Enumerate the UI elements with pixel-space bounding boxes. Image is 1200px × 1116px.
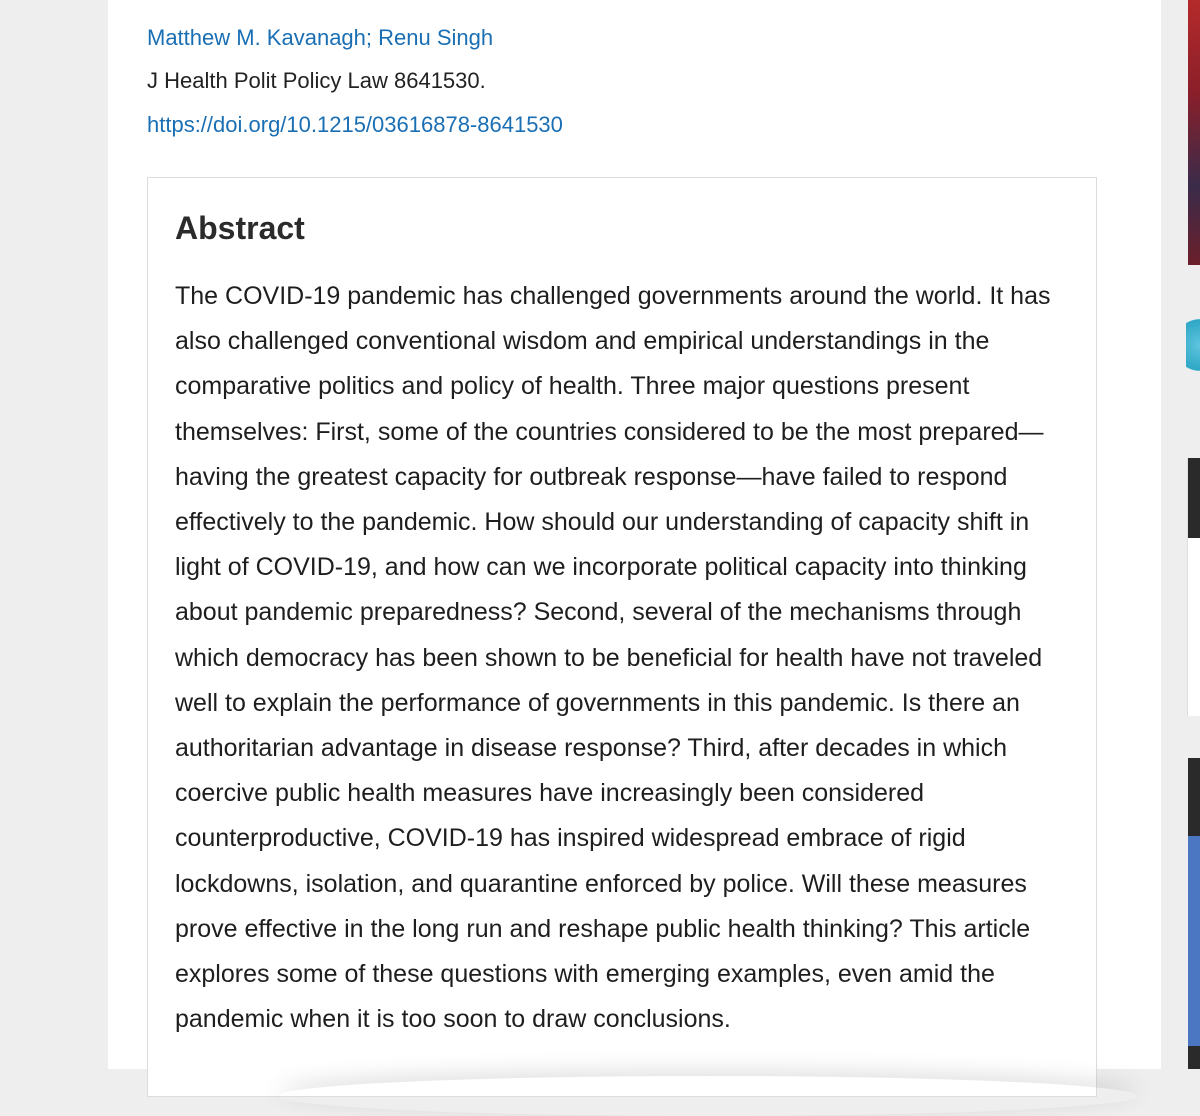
author-separator: ;	[365, 25, 373, 50]
author-link[interactable]: Renu Singh	[378, 25, 494, 50]
abstract-text: The COVID-19 pandemic has challenged governments around the world. It has also challenged conventional wisdom and empirical understandings in the comparative politics and policy of health. Three major questions present themselves: First, some of the countries considered to be the most prepared—having the greatest capacity for outbreak response—have failed to respond effectively to the pandemic. How should our understanding of capacity shift in light of COVID-19, and how can we incorporate political capacity into thinking about pandemic preparedness? Second, several of the mechanisms through which democracy has been shown to be beneficial for health have not traveled well to explain the performance of governments in this pandemic. Is there an authoritarian advantage in disease response? Third, after decades in which coercive public health measures have increasingly been considered counterproductive, COVID-19 has inspired widespread embrace of rigid lockdowns, isolation, and quarantine enforced by police. Will these measures prove effective in the long run and reshape public health thinking? This article explores some of these questions with emerging examples, even amid the pandemic when it is too soon to draw conclusions.	[175, 282, 1051, 1034]
scroll-shadow	[278, 1076, 1138, 1116]
abstract-section	[147, 177, 1097, 1097]
sidebar-cover-image[interactable]	[1188, 0, 1200, 265]
sidebar-share-button[interactable]	[1188, 836, 1200, 1046]
doi-link[interactable]: https://doi.org/10.1215/03616878-8641530	[147, 112, 563, 137]
author-link[interactable]: Matthew M. Kavanagh	[147, 25, 366, 50]
abstract-heading: Abstract	[175, 210, 305, 246]
sidebar-dark-block	[1188, 758, 1200, 836]
author-list	[147, 24, 493, 52]
sidebar-dark-block	[1188, 458, 1200, 538]
article-page	[108, 0, 1161, 1069]
sidebar-graphic	[1186, 305, 1200, 385]
journal-citation: J Health Polit Policy Law 8641530.	[147, 68, 486, 93]
sidebar-dark-block	[1188, 1046, 1200, 1069]
